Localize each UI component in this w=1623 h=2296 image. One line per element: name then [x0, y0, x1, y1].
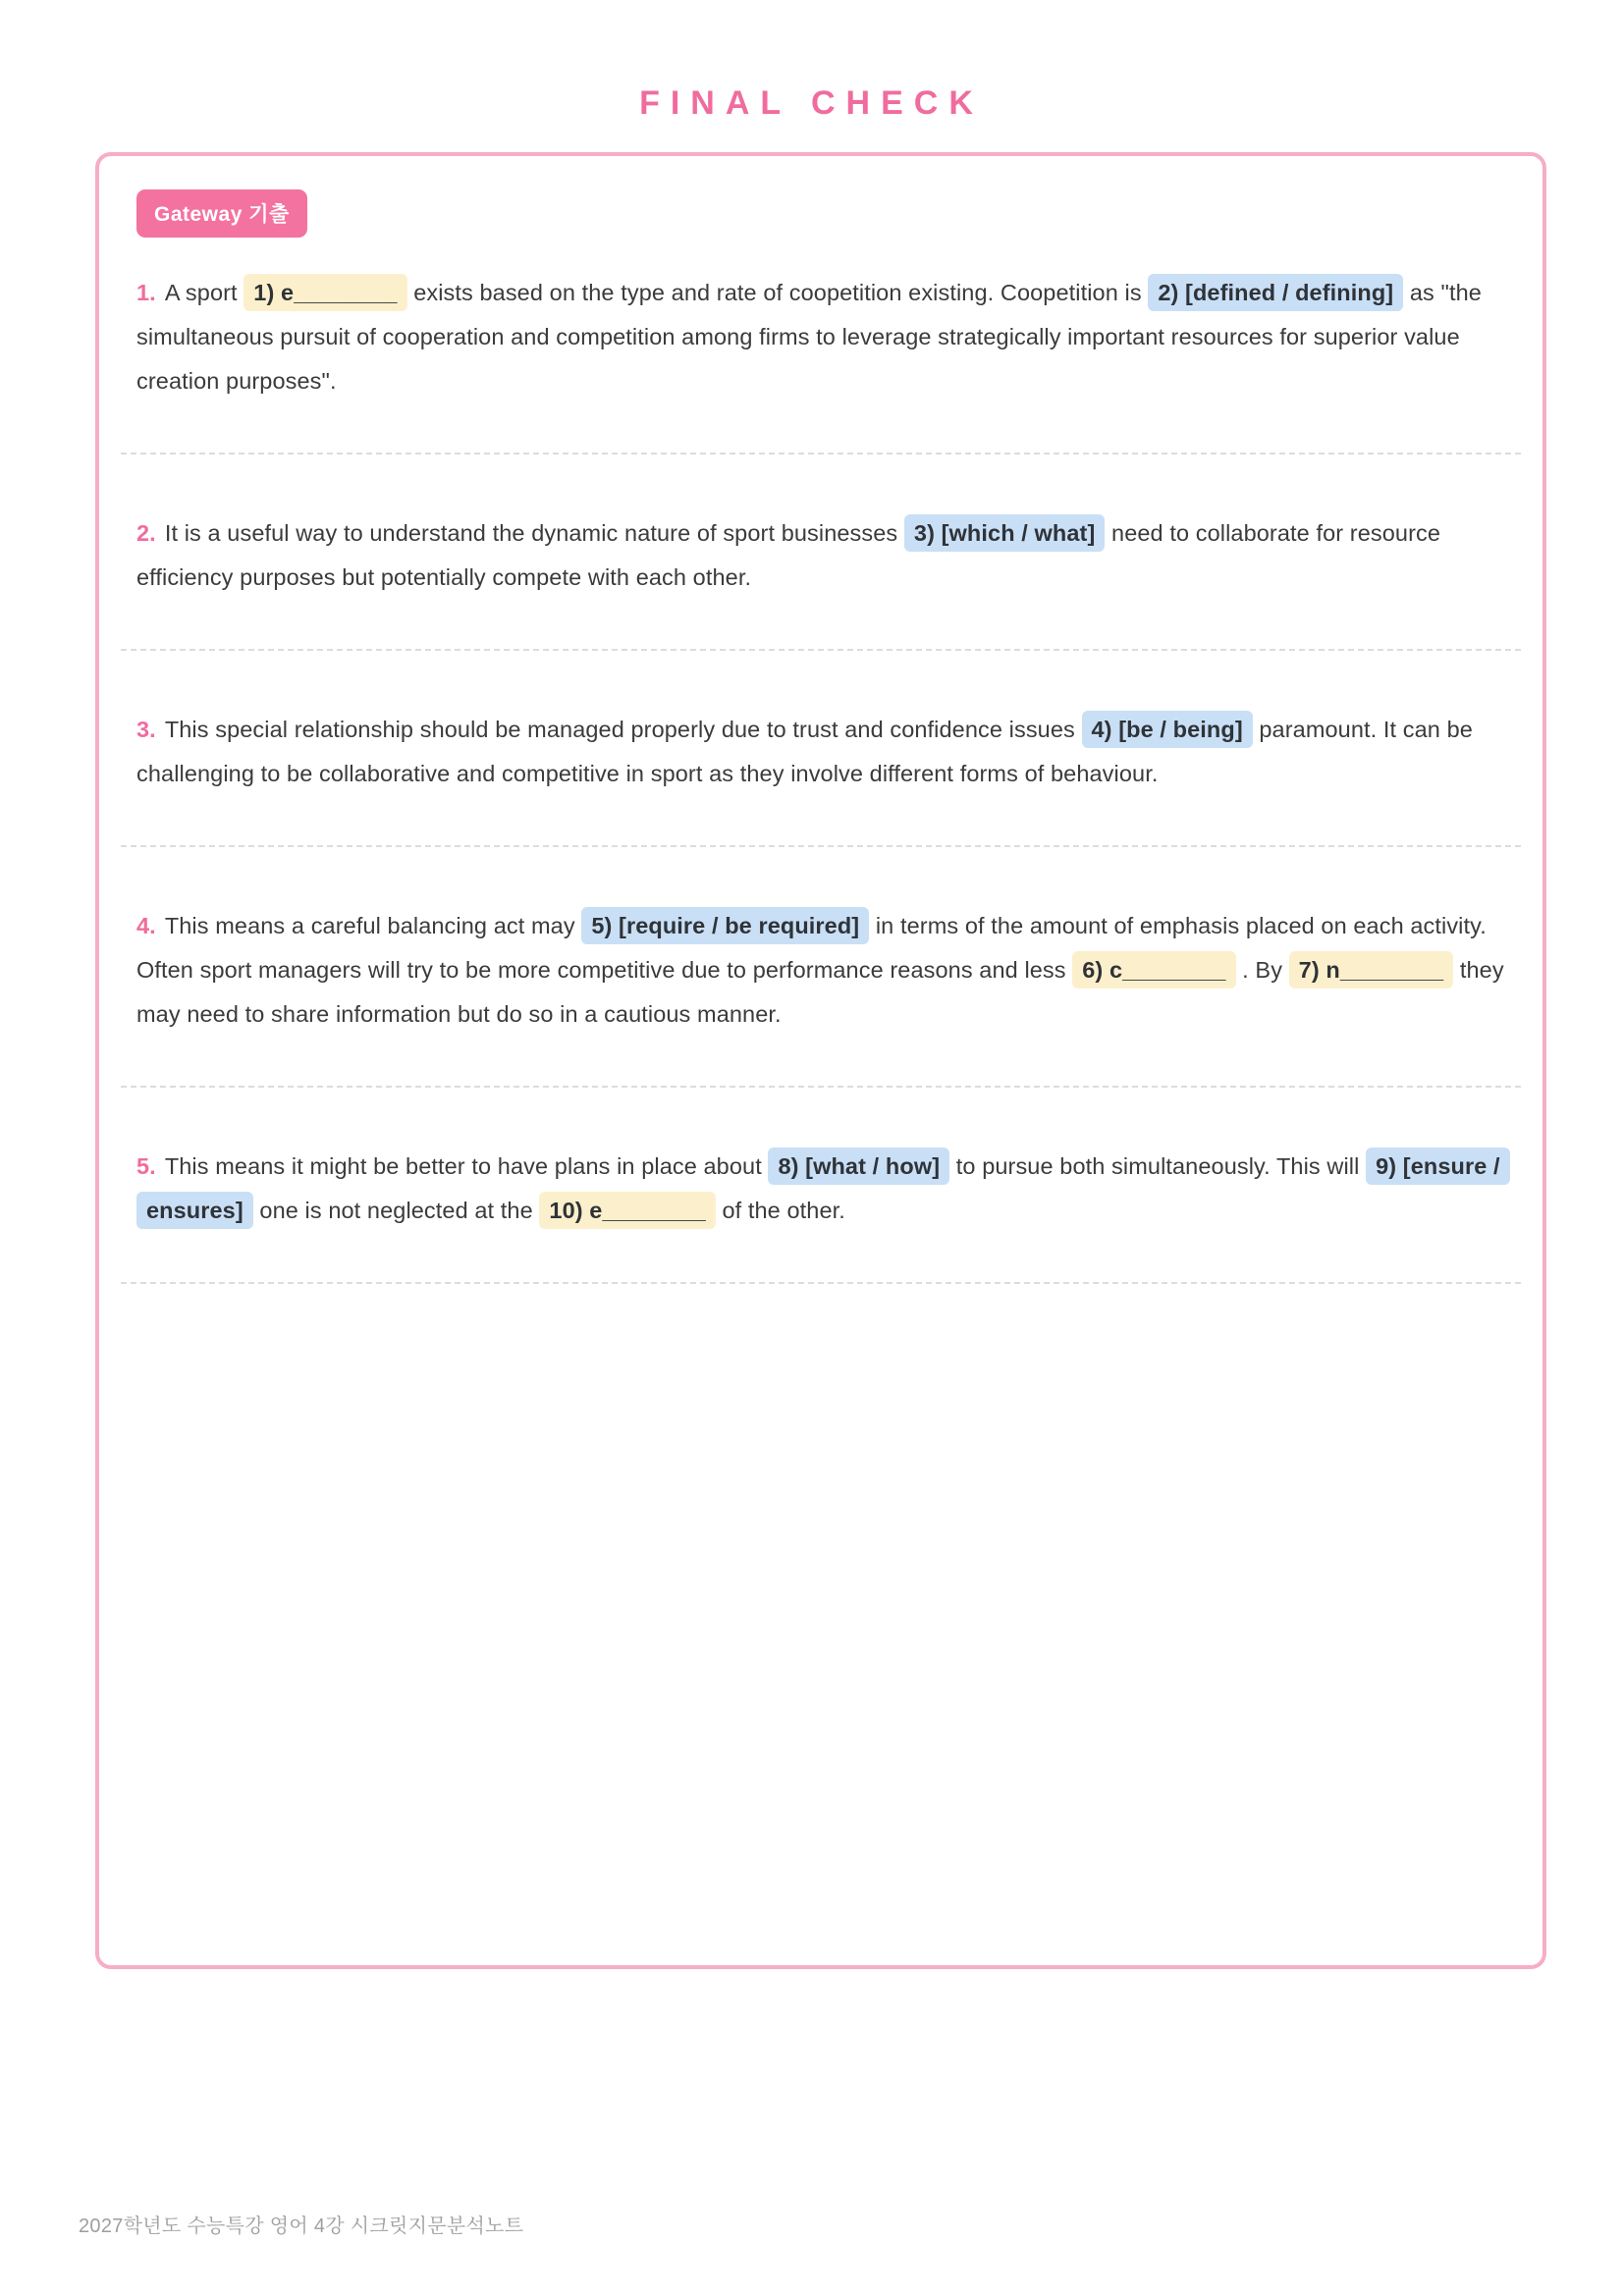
question-item: 2. It is a useful way to understand the dynamic nature of sport businesses 3) [which / what] need to collaborate for resource efficiency purposes but potentially compete with each other.	[136, 511, 1505, 600]
question-item: 3. This special relationship should be managed properly due to trust and confidence issues 4) [be / being] paramount. It can be challenging to be collaborative and competitive in sport as they involve different forms of behaviour.	[136, 708, 1505, 796]
question-item: 1. A sport 1) e________ exists based on the type and rate of coopetition existing. Coopetition is 2) [defined / defining] as "the simultaneous pursuit of cooperation and competition among firms to leverage strategically important resources for superior value creation purposes".	[136, 271, 1505, 403]
choice-bracket: 3) [which / what]	[904, 514, 1105, 552]
choice-bracket: 2) [defined / defining]	[1148, 274, 1403, 311]
question-item: 5. This means it might be better to have plans in place about 8) [what / how] to pursue both simultaneously. This will 9) [ensure / ensures] one is not neglected at the 10) e________ of the other.	[136, 1145, 1505, 1233]
fill-in-blank: 1) e________	[243, 274, 406, 311]
question-number: 2.	[136, 520, 156, 546]
question-number: 1.	[136, 280, 156, 305]
fill-in-blank: 10) e________	[539, 1192, 715, 1229]
choice-bracket: 9) [ensure / ensures]	[136, 1148, 1510, 1229]
question-number: 4.	[136, 913, 156, 938]
footer-text: 2027학년도 수능특강 영어 4강 시크릿지문분석노트	[79, 2216, 524, 2237]
choice-bracket: 8) [what / how]	[768, 1148, 949, 1185]
question-item: 4. This means a careful balancing act may 5) [require / be required] in terms of the amount of emphasis placed on each activity. Often sport managers will try to be more competitive due to performance reasons and less 6) c________ . By 7) n________ they may need to share information but do so in a cautious manner.	[136, 904, 1505, 1037]
choice-bracket: 5) [require / be required]	[581, 907, 869, 944]
dashed-separator	[121, 1086, 1521, 1088]
dashed-separator	[121, 845, 1521, 847]
dashed-separator	[121, 649, 1521, 651]
choice-bracket: 4) [be / being]	[1082, 711, 1253, 748]
page-title: FINAL CHECK	[639, 84, 984, 122]
content-panel	[95, 152, 1546, 1969]
fill-in-blank: 6) c________	[1072, 951, 1235, 988]
question-number: 5.	[136, 1153, 156, 1179]
fill-in-blank: 7) n________	[1289, 951, 1454, 988]
dashed-separator	[121, 1282, 1521, 1284]
dashed-separator	[121, 453, 1521, 454]
question-number: 3.	[136, 717, 156, 742]
question-list	[136, 271, 1505, 1284]
gateway-badge: Gateway 기출	[136, 189, 307, 238]
